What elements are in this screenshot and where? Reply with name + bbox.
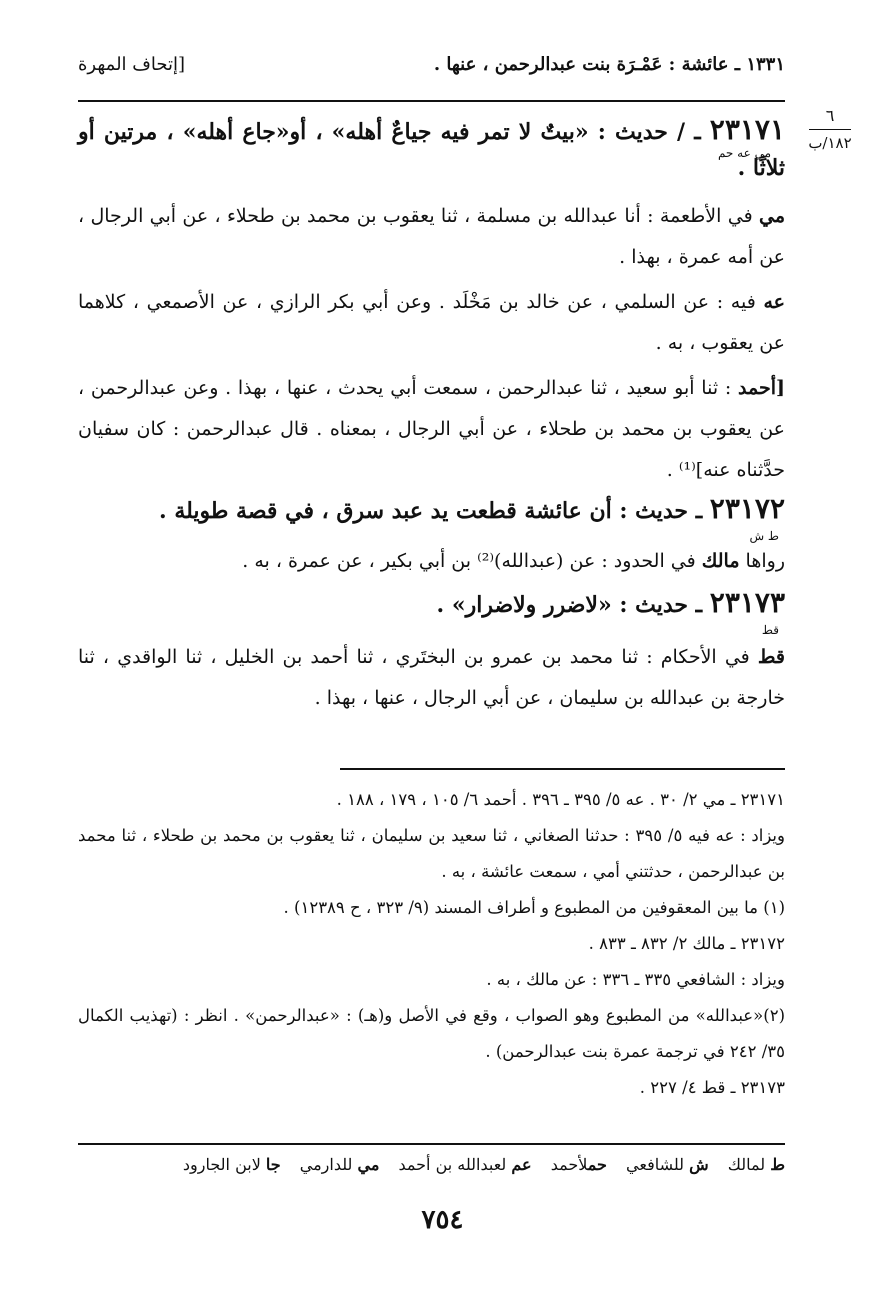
hadith-number: ٢٣١٧٢ xyxy=(709,492,785,525)
narration-prefix: رواها xyxy=(739,550,785,572)
hadith-heading xyxy=(78,491,785,529)
abbreviation-legend xyxy=(78,1150,785,1180)
narration-paragraph xyxy=(78,543,785,579)
legend-abbr: مي xyxy=(357,1155,380,1174)
legend-rule xyxy=(78,1143,785,1145)
footnote: ٢٣١٧٣ ـ قط ٤/ ٢٢٧ . xyxy=(639,1078,785,1097)
hadith-title: ـ حديث : أن عائشة قطعت يد عبد سرق ، في قصة طويلة . xyxy=(159,498,710,524)
hadith-sigla: قط xyxy=(761,623,779,637)
hadith-number: ٢٣١٧٣ xyxy=(709,586,785,619)
narration-text: فيه : عن السلمي ، عن خالد بن مَخْلَد . وعن أبي بكر الرازي ، عن الأصمعي ، كلاهما عن يعقوب ، به . xyxy=(78,291,785,354)
legend-item xyxy=(626,1155,709,1174)
legend-item xyxy=(728,1155,785,1174)
source-siglum: قط xyxy=(757,646,785,668)
legend-item xyxy=(551,1155,607,1174)
margin-note xyxy=(805,106,855,152)
legend-name: لمالك xyxy=(727,1155,771,1174)
margin-divider xyxy=(809,129,851,130)
hadith-title: ـ / حديث : «بيتٌ لا تمر فيه جياعٌ أهله» ، أو«جاع أهله» ، مرتين أو ثلاثًا . xyxy=(78,119,785,181)
footnote: (١) ما بين المعقوفين من المطبوع و أطراف المسند (٩/ ٣٢٣ ، ح ١٢٣٨٩) . xyxy=(283,898,785,917)
legend-name: لأحمد xyxy=(550,1155,588,1174)
narration-paragraph xyxy=(78,637,785,719)
narration-paragraph xyxy=(78,368,785,491)
legend-abbr: ط xyxy=(770,1155,785,1174)
narration-paragraph xyxy=(78,196,785,278)
legend-abbr: حم xyxy=(587,1155,607,1174)
legend-abbr: عم xyxy=(511,1155,532,1174)
narration-text: في الحدود : عن (عبدالله)⁽²⁾ بن أبي بكير ، عن عمرة ، به . xyxy=(242,550,702,572)
source-siglum: [أحمد xyxy=(738,377,785,399)
legend-abbr: جا xyxy=(265,1155,281,1174)
main-text xyxy=(78,112,785,719)
hadith-title: ـ حديث : «لاضرر ولاضرار» . xyxy=(436,592,710,618)
legend-item xyxy=(300,1155,380,1174)
margin-number: ٦ xyxy=(825,106,835,125)
narration-text: : ثنا أبو سعيد ، ثنا عبدالرحمن ، سمعت أبي يحدث ، عنها ، بهذا . وعن عبدالرحمن ، عن يعقوب بن محمد بن طحلاء ، عن أبي الرجال ، بمعناه . قال عبدالرحمن : كان سفيان حدَّثناه عنه]⁽¹⁾ . xyxy=(78,377,785,481)
running-header xyxy=(78,50,785,84)
legend-item xyxy=(183,1155,281,1174)
legend-name: للشافعي xyxy=(626,1155,690,1174)
header-rule xyxy=(78,100,785,102)
narration-text: في الأحكام : ثنا محمد بن عمرو بن البختَري ، ثنا أحمد بن الخليل ، ثنا الواقدي ، ثنا خارجة بن عبدالله بن سليمان ، عن أبي الرجال ، عنها ، بهذا . xyxy=(78,646,785,709)
chapter-heading: ١٣٣١ ـ عائشة : عَمْـرَة بنت عبدالرحمن ، عنها . xyxy=(433,54,785,75)
legend-name: لعبدالله بن أحمد xyxy=(398,1155,512,1174)
hadith-sigla: مي عه حم xyxy=(717,146,771,160)
footnote: ٢٣١٧١ ـ مي ٢/ ٣٠ . عه ٥/ ٣٩٥ ـ ٣٩٦ . أحمد ٦/ ١٠٥ ، ١٧٩ ، ١٨٨ . xyxy=(336,790,785,809)
legend-item xyxy=(399,1155,532,1174)
hadith-heading xyxy=(78,112,785,186)
source-siglum: عه xyxy=(763,291,785,313)
legend-name: للدارمي xyxy=(299,1155,358,1174)
footnote: ويزاد : عه فيه ٥/ ٣٩٥ : حدثنا الصغاني ، ثنا سعيد بن سليمان ، ثنا يعقوب بن محمد بن طحلاء ، ثنا محمد بن عبدالرحمن ، حدثتني أمي ، سمعت عائشة ، به . xyxy=(78,826,785,881)
footnote-rule xyxy=(340,768,785,770)
footnote: (٢)«عبدالله» من المطبوع وهو الصواب ، وقع في الأصل و(هـ) : «عبدالرحمن» . انظر : (تهذيب الكمال ٣٥/ ٢٤٢ في ترجمة عمرة بنت عبدالرحمن) . xyxy=(78,1006,785,1061)
hadith-sigla: ط ش xyxy=(749,529,779,543)
source-siglum: مي xyxy=(758,205,785,227)
footnote: ٢٣١٧٢ ـ مالك ٢/ ٨٣٢ ـ ٨٣٣ . xyxy=(588,934,785,953)
narration-text: في الأطعمة : أنا عبدالله بن مسلمة ، ثنا يعقوب بن محمد بن طحلاء ، عن أبي الرجال ، عن أمه عمرة ، بهذا . xyxy=(78,205,785,268)
footnotes xyxy=(78,782,785,1106)
footnote: ويزاد : الشافعي ٣٣٥ ـ ٣٣٦ : عن مالك ، به . xyxy=(486,970,785,989)
page-number: ٧٥٤ xyxy=(421,1205,464,1235)
book-title: [إتحاف المهرة xyxy=(78,54,186,75)
margin-folio-reference: ١٨٢/ب xyxy=(808,134,852,152)
narration-paragraph xyxy=(78,282,785,364)
legend-name: لابن الجارود xyxy=(182,1155,266,1174)
legend-abbr: ش xyxy=(689,1155,709,1174)
hadith-heading xyxy=(78,585,785,623)
hadith-number: ٢٣١٧١ xyxy=(709,113,785,146)
source-siglum: مالك xyxy=(701,550,740,572)
